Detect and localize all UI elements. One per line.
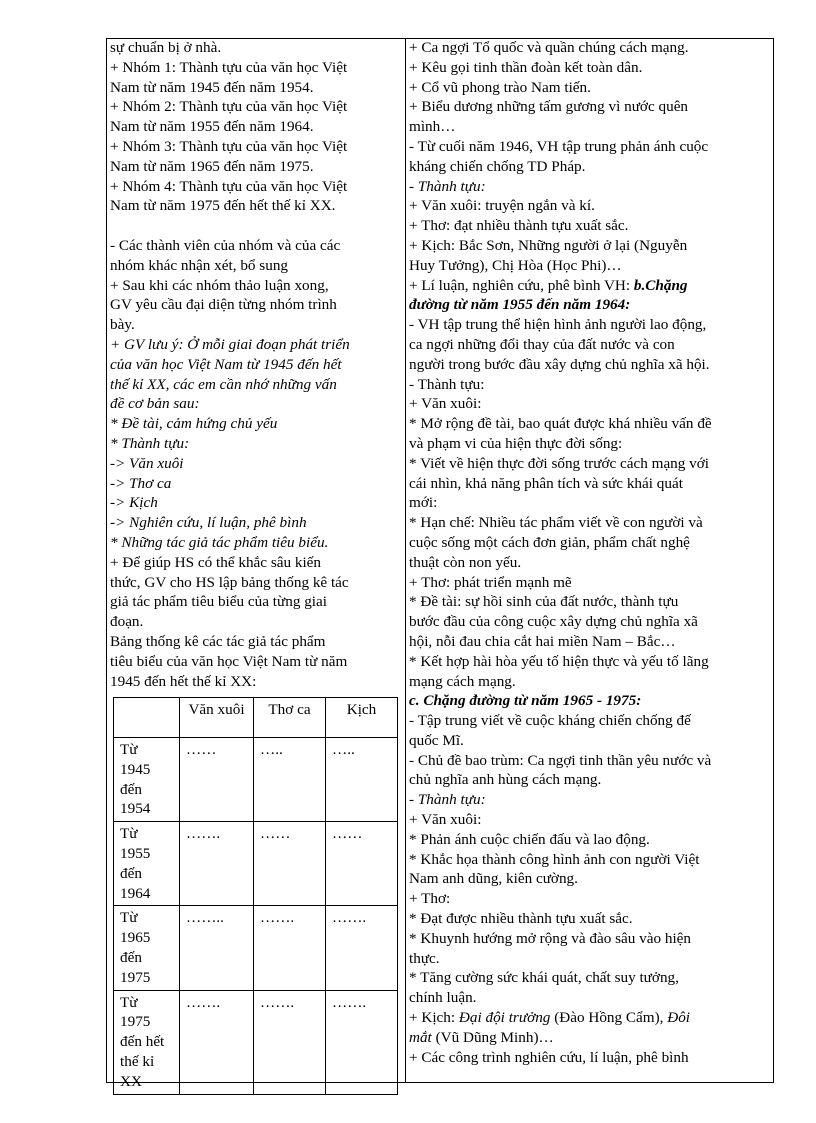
text-line: + Nhóm 4: Thành tựu của văn học Việt: [110, 177, 348, 195]
text-line: [409, 394, 769, 414]
text-line: Nam từ năm 1945 đến năm 1954.: [110, 78, 314, 96]
text-run: * Phản ánh cuộc chiến đấu và lao động.: [409, 830, 650, 848]
text-line: * Đề tài, cảm hứng chủ yếu: [110, 415, 278, 433]
text-line: thế kỉ XX, các em cần nhớ những vấn: [110, 375, 337, 393]
table-cell: …….: [326, 906, 398, 990]
text-line: Bảng thống kê các tác giả tác phẩm: [110, 632, 326, 650]
text-line: [409, 612, 769, 632]
text-run: mới:: [409, 494, 438, 512]
table-header-cell: [114, 698, 180, 738]
text-run: + Lí luận, nghiên cứu, phê bình VH:: [409, 276, 634, 294]
text-line: [409, 830, 769, 850]
text-line: [409, 157, 769, 177]
table-cell: …….: [180, 990, 254, 1094]
table-cell: …….: [180, 822, 254, 906]
text-line: [409, 97, 769, 117]
text-line: [409, 117, 769, 137]
text-line: [409, 968, 769, 988]
text-line: [409, 137, 769, 157]
text-line: 1945 đến hết thế kỉ XX:: [110, 672, 257, 690]
left-column: [110, 38, 400, 691]
text-line: -> Kịch: [110, 494, 158, 512]
text-run: -: [409, 791, 418, 809]
text-line: Nam từ năm 1955 đến năm 1964.: [110, 118, 314, 136]
text-run: - Tập trung viết về cuộc kháng chiến chống đế: [409, 712, 691, 730]
text-run: quốc Mĩ.: [409, 731, 464, 749]
text-line: Nam từ năm 1975 đến hết thế kỉ XX.: [110, 197, 336, 215]
text-line: -> Thơ ca: [110, 474, 172, 492]
text-line: [409, 533, 769, 553]
text-run: chính luận.: [409, 989, 477, 1007]
text-line: GV yêu cầu đại diện từng nhóm trình: [110, 296, 337, 314]
table-cell: ……: [180, 738, 254, 822]
text-run: cái nhìn, khả năng phân tích và sức khái quát: [409, 474, 683, 492]
table-row: [114, 990, 398, 1094]
text-run: + Biểu dương những tấm gương vì nước quên: [409, 98, 689, 116]
text-line: [409, 573, 769, 593]
text-run: thuật còn non yếu.: [409, 553, 522, 571]
text-line: [409, 335, 769, 355]
table-header-cell: Thơ ca: [254, 698, 326, 738]
text-line: [409, 850, 769, 870]
text-line: [409, 78, 769, 98]
text-line: [409, 38, 769, 58]
text-line: giả tác phẩm tiêu biểu của từng giai: [110, 593, 327, 611]
text-line: [409, 216, 769, 236]
text-run: + Thơ: đạt nhiều thành tựu xuất sắc.: [409, 217, 629, 235]
text-line: [409, 434, 769, 454]
period-cell: Từ 1965 đến 1975: [114, 906, 180, 990]
text-run: - Thành tựu:: [409, 375, 485, 393]
table-row: [114, 738, 398, 822]
text-run: mạng cách mạng.: [409, 672, 516, 690]
text-run: * Hạn chế: Nhiều tác phẩm viết về con người và: [409, 514, 703, 532]
text-line: [409, 375, 769, 395]
text-run: mình…: [409, 118, 456, 136]
text-line: [409, 454, 769, 474]
text-run: Thành tựu:: [417, 177, 486, 195]
text-line: của văn học Việt Nam từ 1945 đến hết: [110, 355, 342, 373]
text-run: + Kịch:: [409, 1009, 459, 1027]
text-line: [409, 276, 769, 296]
text-line: + Nhóm 3: Thành tựu của văn học Việt: [110, 137, 348, 155]
text-line: [409, 869, 769, 889]
text-line: * Thành tựu:: [110, 434, 190, 452]
text-run: người trong bước đầu xây dựng chủ nghĩa xã hội.: [409, 355, 710, 373]
text-line: tiêu biểu của văn học Việt Nam từ năm: [110, 652, 348, 670]
text-line: sự chuẩn bị ở nhà.: [110, 39, 222, 56]
text-line: [409, 295, 769, 315]
column-divider: [405, 38, 406, 1083]
statistics-table: [113, 697, 398, 1095]
table-cell: ……: [326, 822, 398, 906]
text-run: ca ngợi những đổi thay của đất nước và con: [409, 335, 675, 353]
text-run: -: [409, 177, 418, 195]
text-line: [409, 493, 769, 513]
text-line: [409, 553, 769, 573]
blank-line: [110, 216, 400, 236]
text-run: + Cổ vũ phong trào Nam tiến.: [409, 78, 591, 96]
text-line: [409, 751, 769, 771]
text-run: + Văn xuôi:: [409, 811, 482, 829]
text-run: Nam anh dũng, kiên cường.: [409, 870, 578, 888]
text-run: * Khuynh hướng mở rộng và đào sâu vào hiện: [409, 929, 692, 947]
text-line: Nam từ năm 1965 đến năm 1975.: [110, 157, 314, 175]
text-run: - Từ cuối năm 1946, VH tập trung phản ánh cuộc: [409, 137, 709, 155]
text-line: [409, 949, 769, 969]
text-line: đoạn.: [110, 613, 144, 631]
text-run: + Văn xuôi: truyện ngắn và kí.: [409, 197, 595, 215]
text-line: [409, 414, 769, 434]
text-line: + Nhóm 2: Thành tựu của văn học Việt: [110, 98, 348, 116]
table-header-cell: Kịch: [326, 698, 398, 738]
text-line: [409, 58, 769, 78]
text-run: đường từ năm 1955 đến năm 1964:: [409, 296, 631, 314]
table-cell: …….: [326, 990, 398, 1094]
table-cell: …….: [254, 990, 326, 1094]
text-line: [409, 770, 769, 790]
text-line: [409, 652, 769, 672]
text-line: [409, 1048, 769, 1068]
text-line: [409, 196, 769, 216]
text-run: * Tăng cường sức khái quát, chất suy tưởng,: [409, 969, 679, 987]
text-run: và phạm vi của hiện thực đời sống:: [409, 434, 623, 452]
text-run: * Đạt được nhiều thành tựu xuất sắc.: [409, 910, 633, 928]
text-run: + Kịch: Bắc Sơn, Những người ở lại (Nguyễn: [409, 236, 688, 254]
text-run: - Chủ đề bao trùm: Ca ngợi tinh thần yêu nước và: [409, 751, 712, 769]
text-line: [409, 177, 769, 197]
text-run: Huy Tưởng), Chị Hòa (Học Phi)…: [409, 256, 622, 274]
table-header-cell: Văn xuôi: [180, 698, 254, 738]
text-run: * Khắc họa thành công hình ảnh con người Việt: [409, 850, 700, 868]
text-run: thực.: [409, 949, 440, 967]
text-line: + Nhóm 1: Thành tựu của văn học Việt: [110, 58, 348, 76]
text-run: + Thơ: phát triển mạnh mẽ: [409, 573, 572, 591]
text-line: thức, GV cho HS lập bảng thống kê tác: [110, 573, 349, 591]
text-run: (Đào Hồng Cẩm),: [550, 1009, 668, 1027]
text-line: [409, 988, 769, 1008]
text-line: [409, 691, 769, 711]
table-header-row: [114, 698, 398, 738]
text-line: [409, 1008, 769, 1028]
table-row: [114, 822, 398, 906]
text-line: [409, 810, 769, 830]
table-cell: …..: [326, 738, 398, 822]
text-run: * Mở rộng đề tài, bao quát được khá nhiều vấn đề: [409, 415, 712, 433]
text-run: hội, nỗi đau chia cắt hai miền Nam – Bắc…: [409, 632, 676, 650]
text-line: [409, 355, 769, 375]
text-line: [409, 236, 769, 256]
text-run: c. Chặng đường từ năm 1965 - 1975:: [409, 692, 642, 710]
text-line: [409, 790, 769, 810]
text-run: cuộc sống một cách đơn giản, phẩm chất nghệ: [409, 533, 690, 551]
text-run: - VH tập trung thể hiện hình ảnh người lao động,: [409, 316, 707, 334]
text-line: [409, 929, 769, 949]
table-row: [114, 906, 398, 990]
text-run: + Ca ngợi Tổ quốc và quần chúng cách mạng.: [409, 39, 689, 56]
text-line: nhóm khác nhận xét, bổ sung: [110, 256, 289, 274]
text-line: + GV lưu ý: Ở mỗi giai đoạn phát triển: [110, 335, 350, 353]
text-line: [409, 889, 769, 909]
text-line: [409, 513, 769, 533]
text-line: -> Văn xuôi: [110, 454, 184, 472]
text-line: [409, 1028, 769, 1048]
table-cell: ……..: [180, 906, 254, 990]
text-line: [409, 632, 769, 652]
table-cell: …….: [254, 906, 326, 990]
text-run: + Văn xuôi:: [409, 395, 482, 413]
text-line: [409, 909, 769, 929]
text-line: + Sau khi các nhóm thảo luận xong,: [110, 276, 329, 294]
text-run: + Các công trình nghiên cứu, lí luận, phê bình: [409, 1048, 689, 1066]
text-run: * Viết về hiện thực đời sống trước cách mạng với: [409, 454, 710, 472]
text-run: * Kết hợp hài hòa yếu tố hiện thực và yếu tố lãng: [409, 652, 709, 670]
text-run: kháng chiến chống TD Pháp.: [409, 157, 586, 175]
text-line: đề cơ bản sau:: [110, 395, 200, 413]
text-line: * Những tác giả tác phẩm tiêu biểu.: [110, 533, 329, 551]
text-line: [409, 731, 769, 751]
text-run: Thành tựu:: [417, 791, 486, 809]
period-cell: Từ 1945 đến 1954: [114, 738, 180, 822]
text-line: + Để giúp HS có thể khắc sâu kiến: [110, 553, 322, 571]
text-line: [409, 672, 769, 692]
right-column: [409, 38, 769, 1067]
text-line: bày.: [110, 316, 135, 334]
text-line: [409, 711, 769, 731]
text-line: [409, 592, 769, 612]
text-run: mắt: [409, 1028, 432, 1046]
text-run: Đại đội trưởng: [458, 1009, 551, 1027]
text-run: chủ nghĩa anh hùng cách mạng.: [409, 771, 602, 789]
text-run: + Kêu gọi tinh thần đoàn kết toàn dân.: [409, 58, 643, 76]
text-line: -> Nghiên cứu, lí luận, phê bình: [110, 514, 307, 532]
text-line: - Các thành viên của nhóm và của các: [110, 236, 341, 254]
period-cell: Từ 1975 đến hết thế kỉ XX: [114, 990, 180, 1094]
text-run: bước đầu của công cuộc xây dựng chủ nghĩa xã: [409, 613, 698, 631]
text-run: b.Chặng: [633, 276, 688, 294]
table-cell: ……: [254, 822, 326, 906]
text-run: + Thơ:: [409, 890, 451, 908]
text-line: [409, 474, 769, 494]
text-line: [409, 256, 769, 276]
table-cell: …..: [254, 738, 326, 822]
period-cell: Từ 1955 đến 1964: [114, 822, 180, 906]
text-run: Đôi: [667, 1009, 691, 1027]
text-run: (Vũ Dũng Minh)…: [431, 1028, 554, 1046]
text-line: [409, 315, 769, 335]
text-run: * Đề tài: sự hồi sinh của đất nước, thành tựu: [409, 593, 679, 611]
